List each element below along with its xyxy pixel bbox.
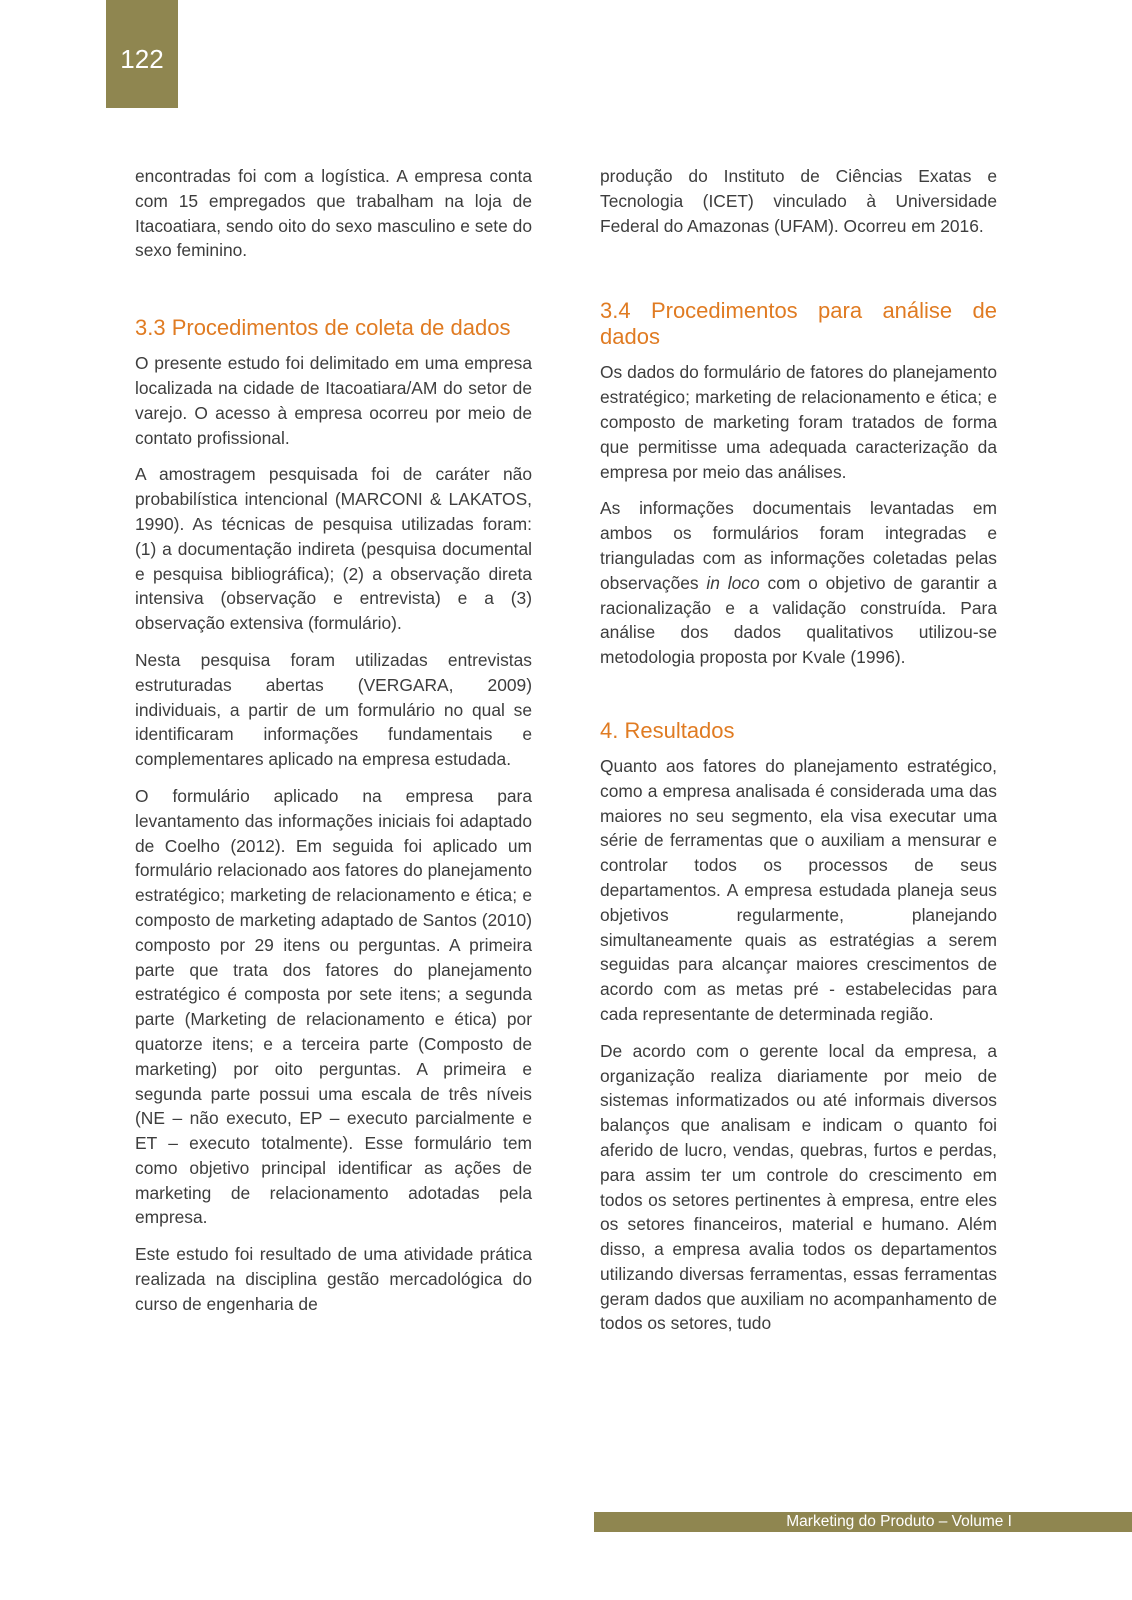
left-paragraph: A amostragem pesquisada foi de caráter não probabilística intencional (MARCONI & LAKATOS, 1990). As técnicas de pesquisa utilizadas foram: (1) a documentação indireta (pesquisa documental e pesquisa bibliográfica); (2) a observação direta intensiva (observação e entrevista) e a (3) observação extensiva (formulário).: [135, 464, 532, 634]
footer-bar: [594, 1512, 1132, 1532]
section-heading-3-4: 3.4 Procedimentos para análise de dados: [600, 298, 997, 350]
italic-term: in loco: [706, 572, 760, 593]
paragraph-text: com o objetivo de garantir a racionalização e a validação construída. Para análise dos dados qualitativos utilizou-se metodologia proposta por Kvale (1996).: [600, 572, 997, 668]
section-heading-3-3: 3.3 Procedimentos de coleta de dados: [135, 315, 511, 341]
right-paragraph-with-italic: [600, 496, 997, 670]
page-number: 122: [120, 44, 164, 74]
footer-title: Marketing do Produto – Volume I: [786, 1513, 1012, 1530]
left-paragraph: O presente estudo foi delimitado em uma empresa localizada na cidade de Itacoatiara/AM do setor de varejo. O acesso à empresa ocorreu por meio de contato profissional.: [135, 353, 532, 448]
left-paragraph: Nesta pesquisa foram utilizadas entrevistas estruturadas abertas (VERGARA, 2009) individuais, a partir de um formulário no qual se identificaram informações fundamentais e complementares aplicado na empresa estudada.: [135, 649, 532, 770]
left-intro-paragraph: encontradas foi com a logística. A empresa conta com 15 empregados que trabalham na loja de Itacoatiara, sendo oito do sexo masculino e sete do sexo feminino.: [135, 166, 532, 261]
paragraph-text: As informações documentais levantadas em ambos os formulários foram integradas e trianguladas com as informações coletadas pelas observações: [600, 498, 997, 593]
results-paragraph: De acordo com o gerente local da empresa, a organização realiza diariamente por meio de sistemas informatizados ou até informais diversos balanços que analisam e indicam o quanto foi aferido de lucro, vendas, quebras, furtos e perdas, para assim ter um controle do crescimento em todos os setores pertinentes à empresa, entre eles os setores financeiros, material e humano. Além disso, a empresa avalia todos os departamentos utilizando diversas ferramentas, essas ferramentas geram dados que auxiliam no acompanhamento de todos os setores, tudo: [600, 1040, 997, 1334]
right-intro-paragraph: produção do Instituto de Ciências Exatas e Tecnologia (ICET) vinculado à Universidade Federal do Amazonas (UFAM). Ocorreu em 2016.: [600, 166, 997, 236]
left-paragraph: Este estudo foi resultado de uma atividade prática realizada na disciplina gestão mercadológica do curso de engenharia de: [135, 1244, 532, 1314]
right-paragraph: Os dados do formulário de fatores do planejamento estratégico; marketing de relacionamento e ética; e composto de marketing foram tratados de forma que permitisse uma adequada caracterização da empresa por meio das análises.: [600, 362, 997, 482]
results-paragraph: Quanto aos fatores do planejamento estratégico, como a empresa analisada é considerada uma das maiores no seu segmento, ela visa executar uma série de ferramentas que o auxiliam a mensurar e controlar todos os processos de seus departamentos. A empresa estudada planeja seus objetivos regularmente, planejando simultaneamente quais as estratégias a serem seguidas para alcançar maiores crescimentos de acordo com as metas pré - estabelecidas para cada representante de determinada região.: [600, 755, 997, 1024]
left-paragraph: O formulário aplicado na empresa para levantamento das informações iniciais foi adaptado de Coelho (2012). Em seguida foi aplicado um formulário relacionado aos fatores do planejamento estratégico; marketing de relacionamento e ética; e composto de marketing adaptado de Santos (2010) composto por 29 itens ou perguntas. A primeira parte que trata dos fatores do planejamento estratégico é composta por sete itens; a segunda parte (Marketing de relacionamento e ética) por quatorze itens; e a terceira parte (Composto de marketing) por oito perguntas. A primeira e segunda parte possui uma escala de três níveis (NE – não executo, EP – executo parcialmente e ET – executo totalmente). Esse formulário tem como objetivo principal identificar as ações de marketing de relacionamento adotadas pela empresa.: [135, 785, 532, 1228]
section-heading-results: 4. Resultados: [600, 717, 735, 743]
left-column: [135, 164, 532, 1317]
right-column: [600, 164, 997, 1336]
page-number-tab: [106, 0, 178, 108]
